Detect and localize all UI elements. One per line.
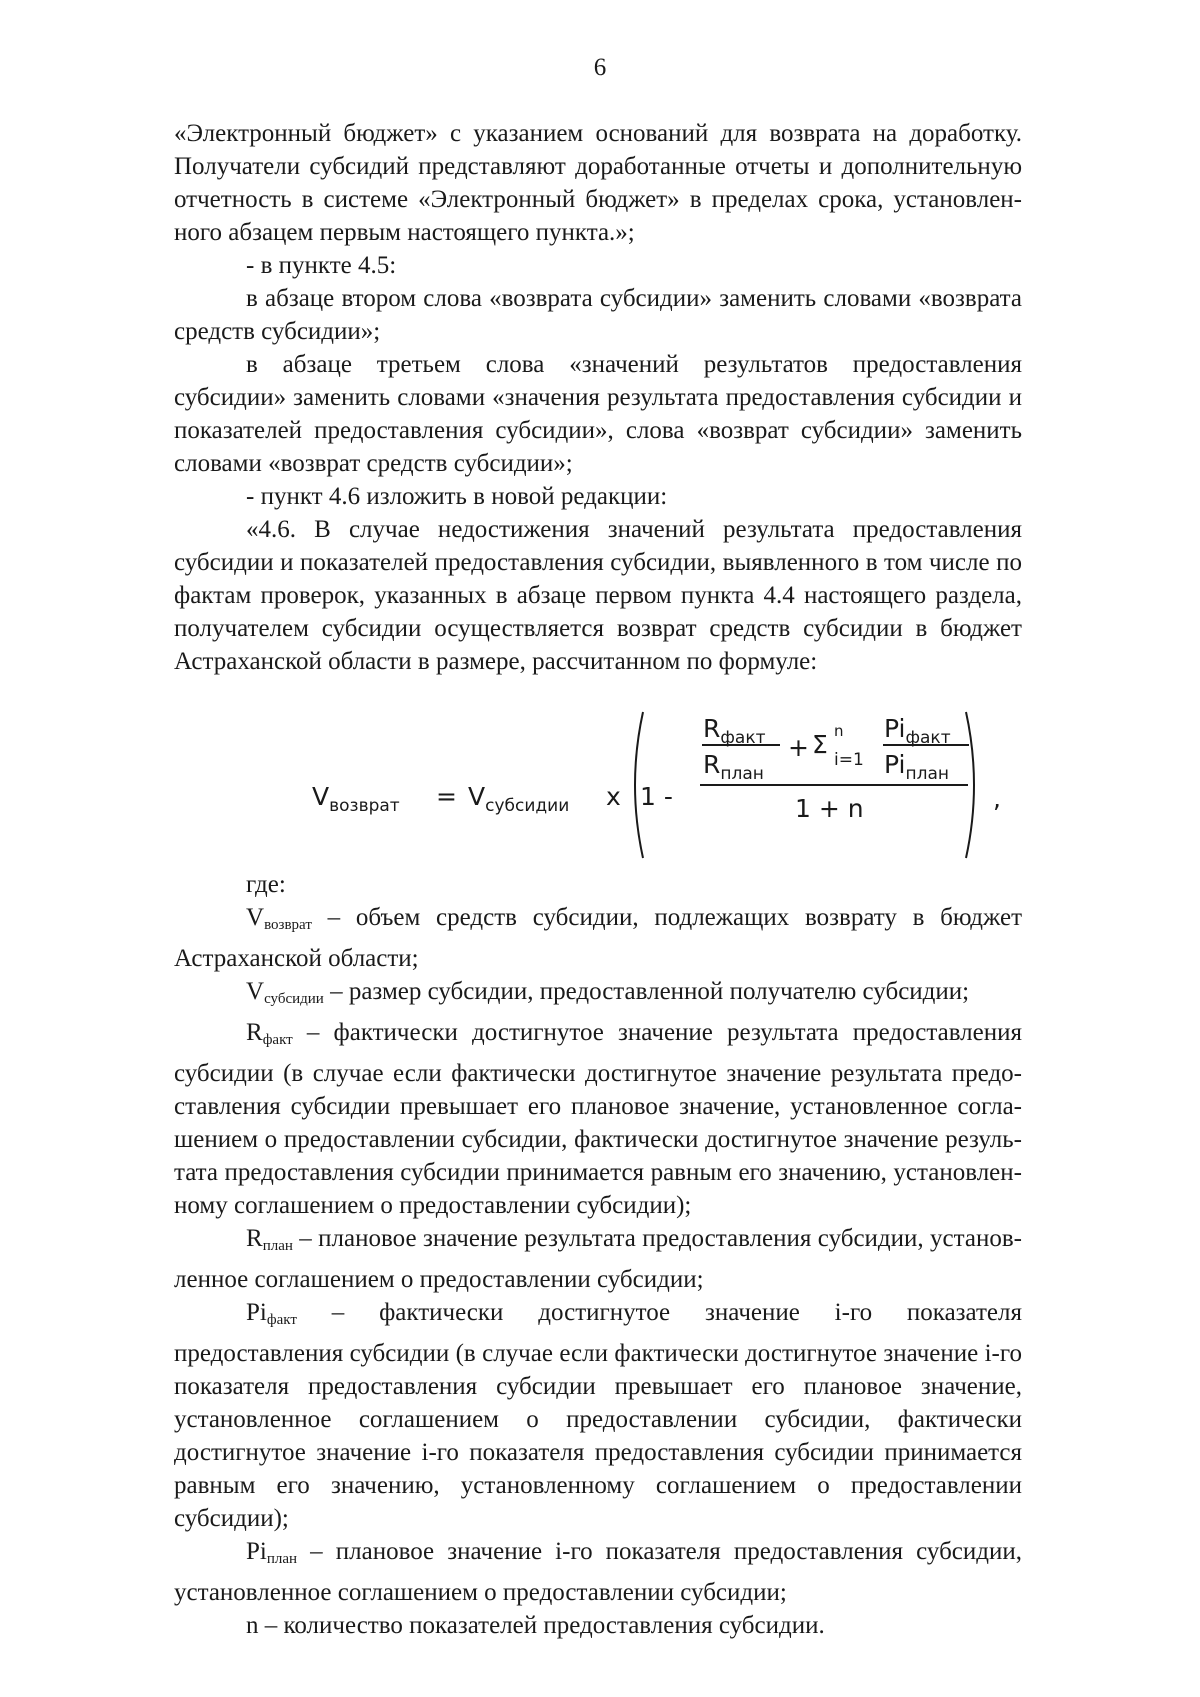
formula-sigma: Σ n i=1 (812, 722, 864, 770)
page-number: 6 (593, 54, 607, 81)
formula-r-fact: $R_{факт}$ (703, 714, 766, 748)
definition-v-subsidy: $V_{субсидии}$ – размер субсидии, предоставленной получателю субсидии; (246, 978, 970, 1007)
definitions-intro: где: (246, 871, 286, 898)
definition-pi-fact: $Pi_{факт}$ – фактически достигнутое значение i-го показателя предоставления субсидии (в случае если фактически достигнутое значение i-го показателя предоставления субсидии превышает его плановое значение, установленное соглашением о предоставлении субсидии, фактически достигнутое значение i-го показателя предоставления субсидии принимается равным его значению, установленному соглашением о предоставлении субсидии); (174, 1299, 1022, 1532)
formula-one-minus: 1 - (640, 782, 673, 811)
formula-v-subsidy: $V_{субсидии}$ (468, 782, 570, 816)
formula-pi-fraction-bar (883, 744, 969, 746)
formula-equals: = (436, 782, 457, 811)
definition-r-plan: $R_{план}$ – плановое значение результата предоставления субсидии, установленное соглашением о предоставлении субсидии; (174, 1225, 1022, 1293)
formula-r-plan: $R_{план}$ (703, 750, 764, 784)
definition-v-return: $V_{возврат}$ – объем средств субсидии, подлежащих возврату в бюджет Астраханской области; (174, 904, 1022, 972)
formula-comma: , (993, 784, 1001, 813)
definition-pi-plan: $Pi_{план}$ – плановое значение i-го показателя предоставления субсидии, установленное соглашением о предоставлении субсидии; (174, 1538, 1022, 1606)
formula-pi-fact: $Pi_{факт}$ (884, 714, 951, 748)
paragraph-third-abzac: в абзаце третьем слова «значений результатов предоставления субсидии» заменить словами «значения результата предоставления субсидии и показателей предоставления субсидии», слова «возврат субсидии» заменить словами «возврат средств субсидии»; (174, 351, 1022, 477)
return-formula (0, 710, 1200, 860)
paragraph-item-4-6: - пункт 4.6 изложить в новой редакции: (246, 483, 668, 510)
formula-times: x (606, 782, 621, 811)
paragraph-4-6-text: «4.6. В случае недостижения значений результата предоставления субсидии и показателей предоставления субсидии, выявленного в том числе по фактам проверок, указанных в абзаце первом пункта 4.4 настоящего раздела, получателем субсидии осуществляется возврат средств субсидии в бюджет Астраханской области в размере, рассчитанном по формуле: (174, 516, 1022, 675)
formula-v-return: $V_{возврат}$ (312, 782, 400, 816)
formula-plus: + (788, 733, 809, 762)
formula-denominator: 1 + n (795, 794, 864, 823)
paragraph-item-4-5: - в пункте 4.5: (246, 252, 397, 279)
paragraph-continued: «Электронный бюджет» с указанием оснований для возврата на доработку. Получатели субсидий представляют доработанные отчеты и дополнительную отчетность в системе «Электронный бюджет» в пределах срока, установленного абзацем первым настоящего пункта.»; (174, 120, 1022, 246)
formula-main-fraction-bar (700, 784, 968, 786)
definition-n: n – количество показателей предоставления субсидии. (246, 1612, 825, 1639)
definition-r-fact: $R_{факт}$ – фактически достигнутое значение результата предоставления субсидии (в случае если фактически достигнутое значение результата предоставления субсидии превышает его плановое значение, установленное соглашением о предоставлении субсидии, фактически достигнутое значение результата предоставления субсидии принимается равным его значению, установленному соглашением о предоставлении субсидии); (174, 1019, 1022, 1219)
formula-pi-plan: $Pi_{план}$ (884, 750, 949, 784)
paragraph-second-abzac: в абзаце втором слова «возврата субсидии» заменить словами «возврата средств субсидии»; (174, 285, 1022, 345)
body-text-top (174, 117, 1022, 678)
formula-r-fraction-bar (702, 744, 780, 746)
body-text-definitions (174, 868, 1022, 1642)
